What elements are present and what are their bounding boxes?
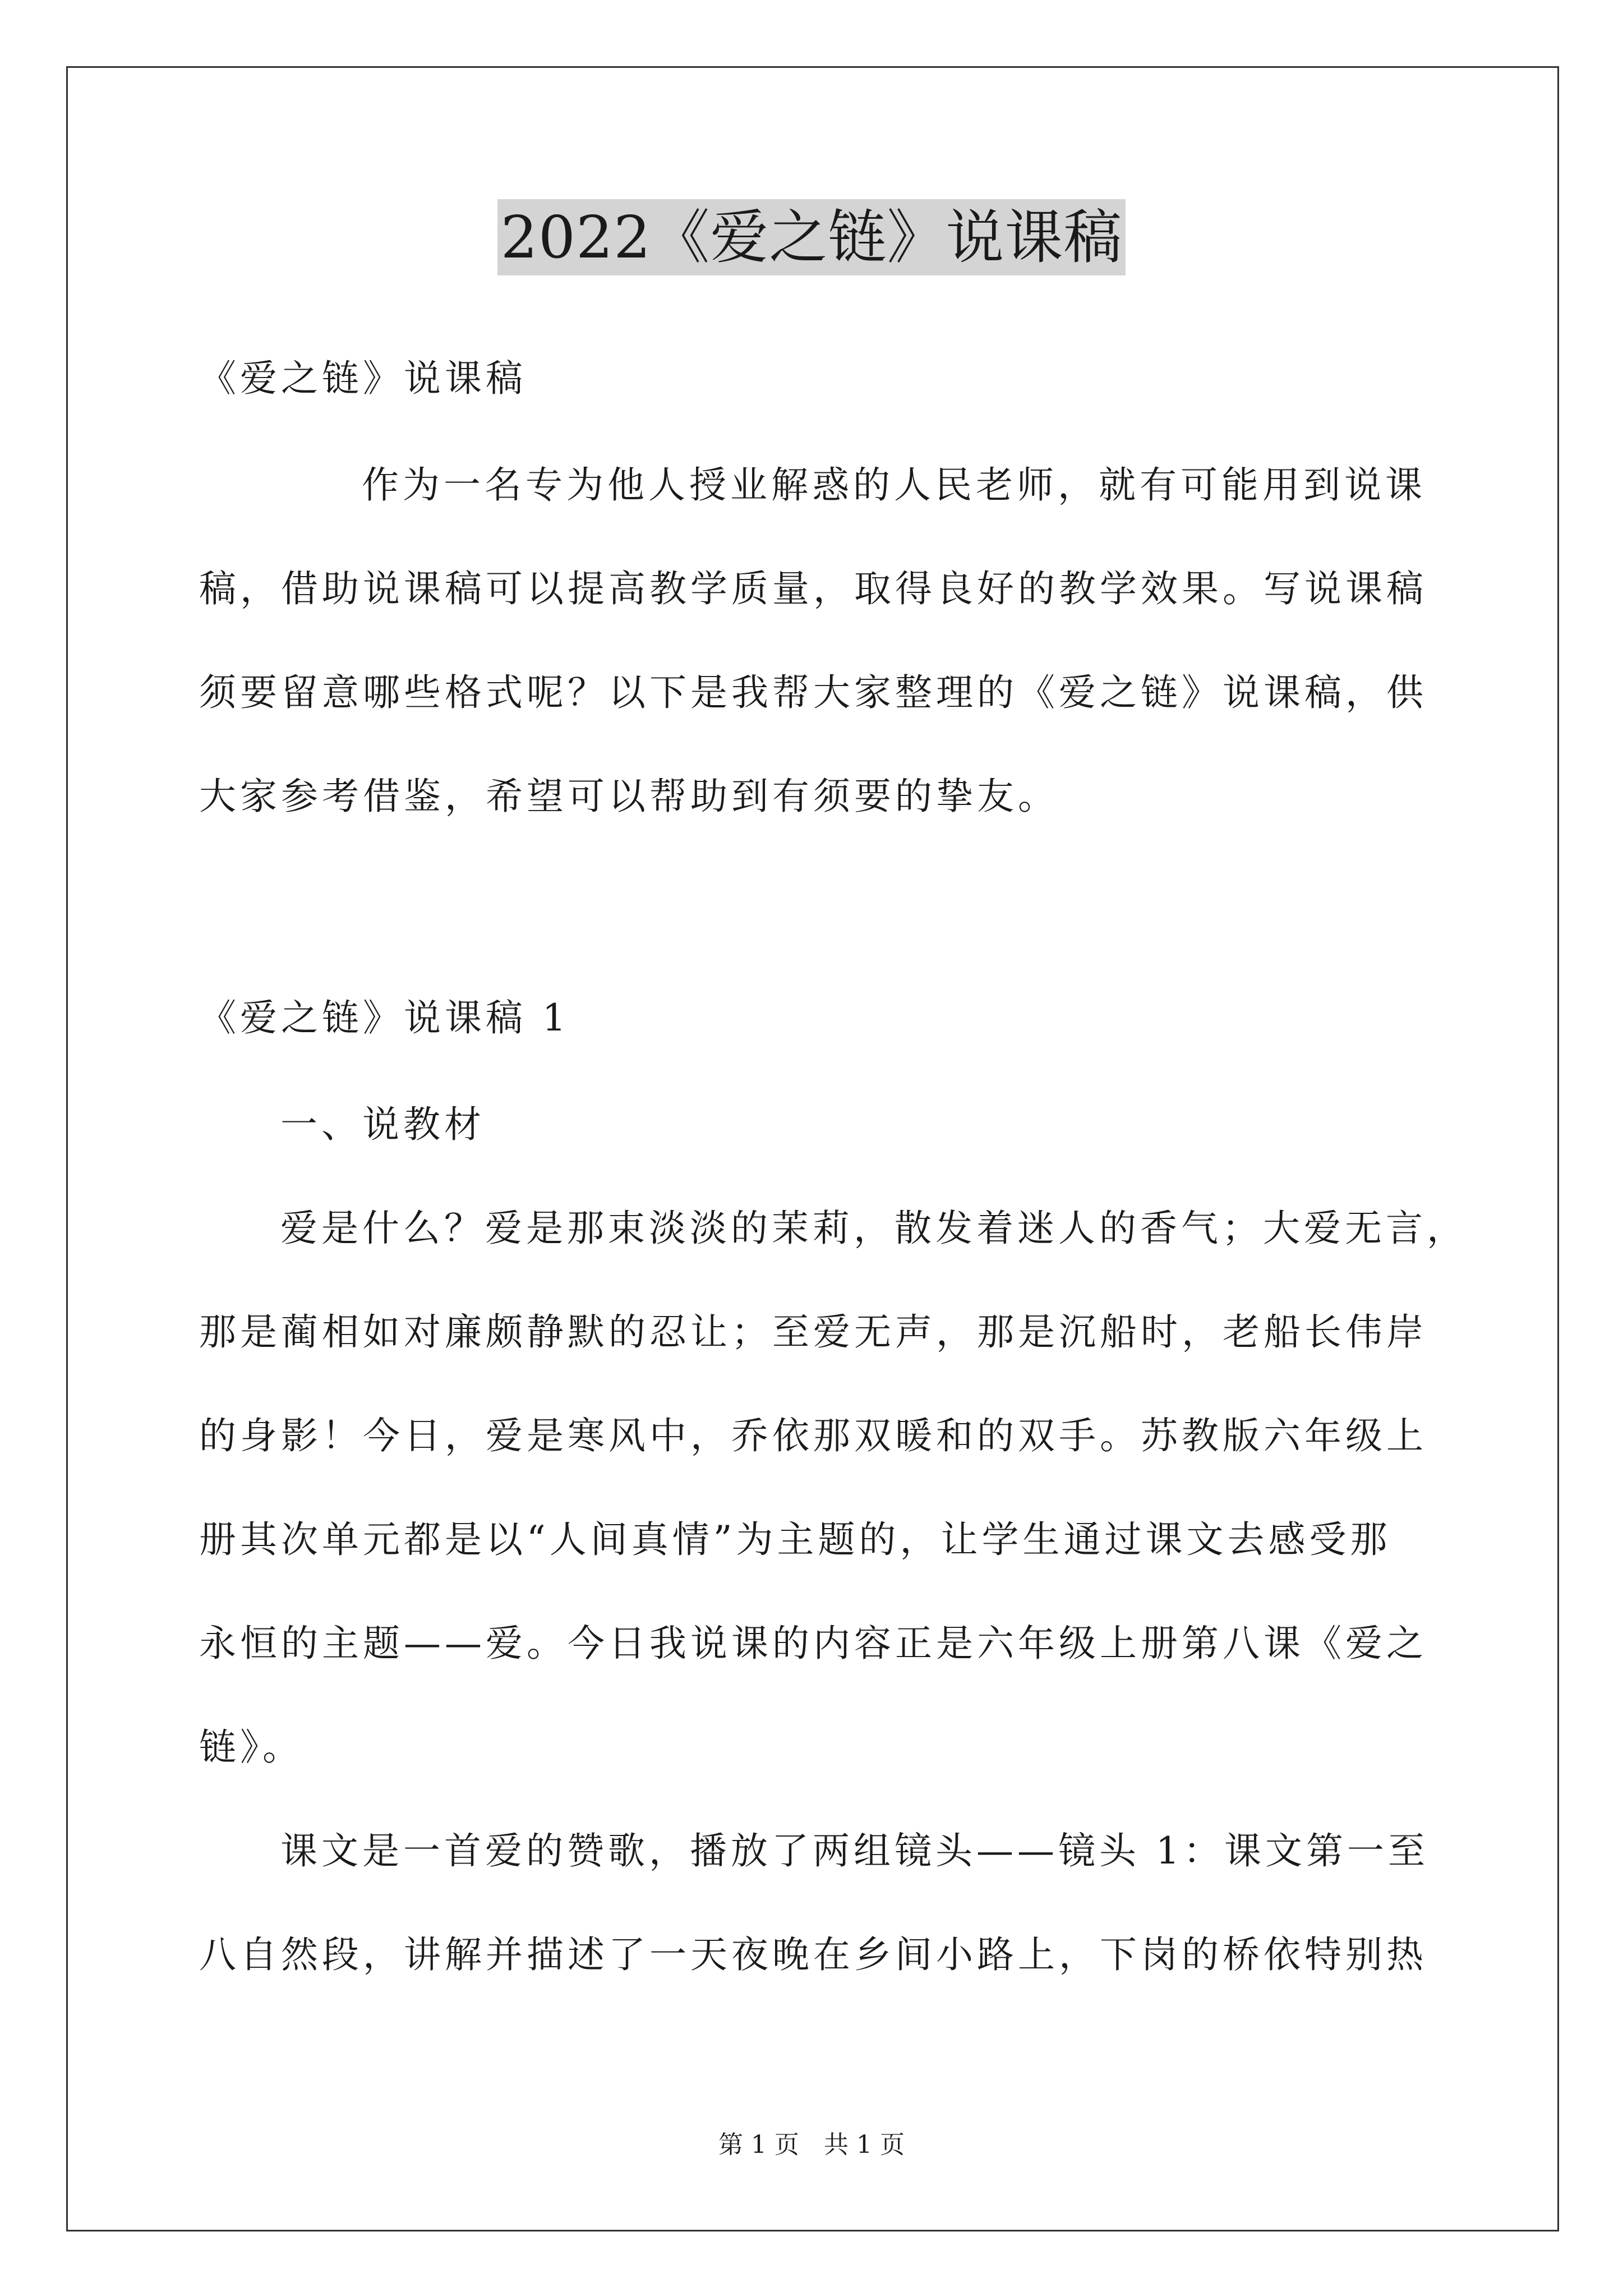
subsection-heading: 一、说教材 [280,1103,485,1146]
section-heading: 《爱之链》说课稿 [199,357,527,400]
paragraph-line: 稿，借助说课稿可以提高教学质量，取得良好的教学效果。写说课稿 [199,567,1427,610]
paragraph-line: 链》。 [199,1726,303,1769]
document-title: 2022《爱之链》说课稿 [497,199,1126,275]
paragraph-line: 须要留意哪些格式呢？以下是我帮大家整理的《爱之链》说课稿，供 [199,671,1427,714]
paragraph-line: 那是蔺相如对廉颇静默的忍让；至爱无声，那是沉船时，老船长伟岸 [199,1310,1427,1354]
paragraph-line: 八自然段，讲解并描述了一天夜晚在乡间小路上，下岗的桥依特别热 [199,1933,1427,1976]
paragraph-line: 永恒的主题——爱。今日我说课的内容正是六年级上册第八课《爱之 [199,1622,1427,1665]
paragraph-line: 课文是一首爱的赞歌，播放了两组镜头——镜头 1：课文第一至 [280,1829,1429,1872]
page-footer: 第 1 页 共 1 页 [718,2131,905,2159]
paragraph-line: 爱是什么？爱是那束淡淡的茉莉，散发着迷人的香气；大爱无言， [280,1207,1468,1250]
paragraph-line: 大家参考借鉴，希望可以帮助到有须要的挚友。 [199,775,1059,818]
paragraph-line: 作为一名专为他人授业解惑的人民老师，就有可能用到说课 [362,463,1426,507]
section-heading: 《爱之链》说课稿 1 [199,996,570,1039]
paragraph-line: 的身影！今日，爱是寒风中，乔依那双暖和的双手。苏教版六年级上 [199,1414,1427,1457]
paragraph-line: 册其次单元都是以“人间真情”为主题的，让学生通过课文去感受那 [199,1518,1391,1561]
title-container [0,199,1623,275]
